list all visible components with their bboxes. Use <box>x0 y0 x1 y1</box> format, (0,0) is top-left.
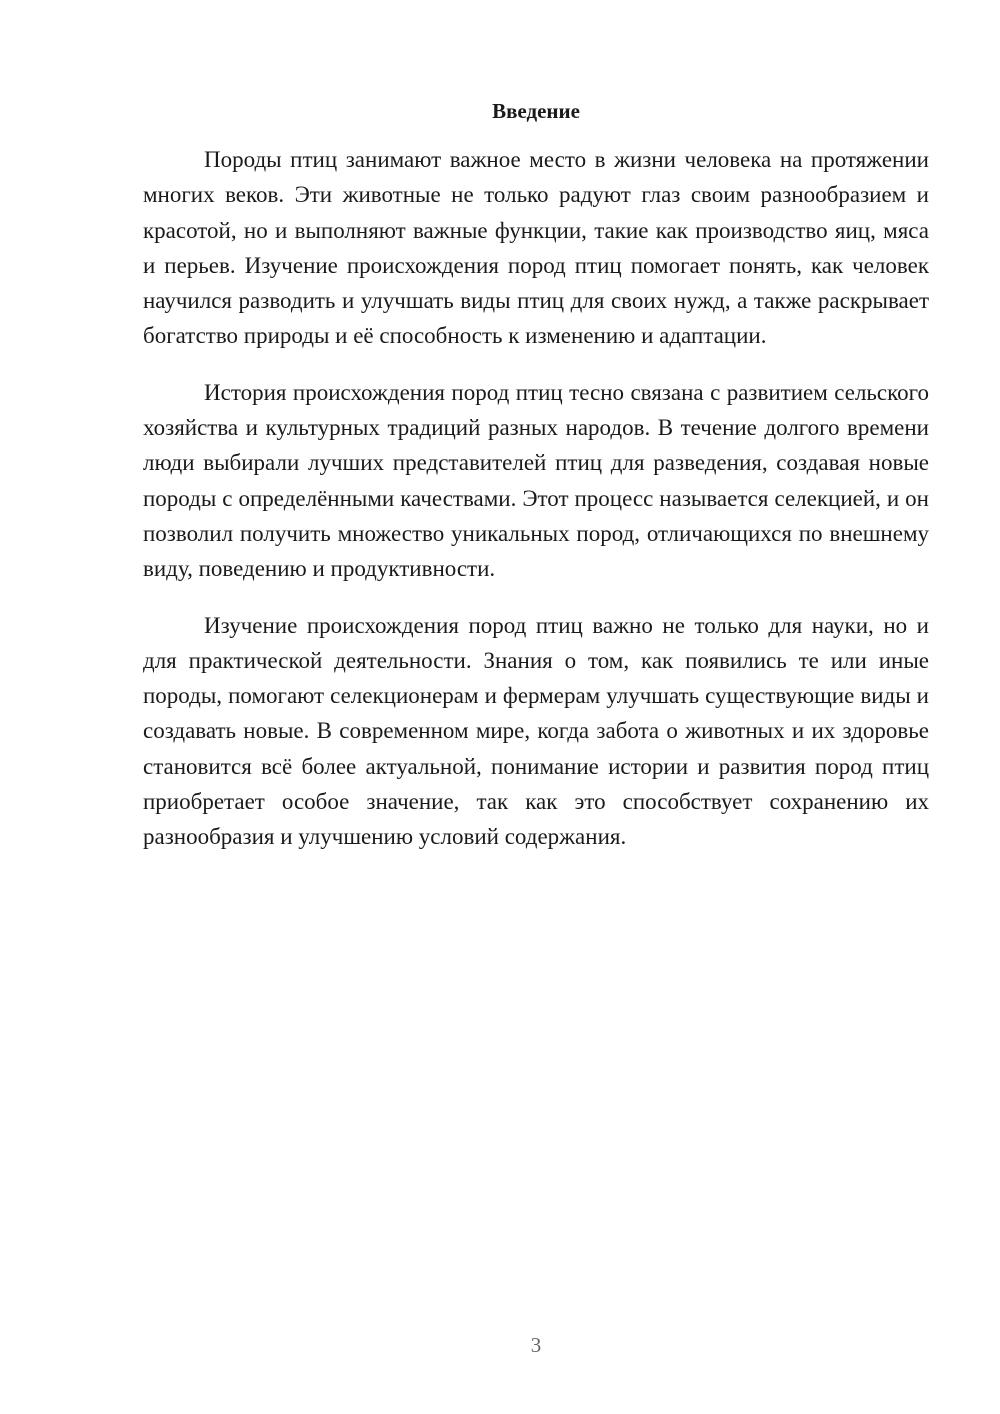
paragraph-2: История происхождения пород птиц тесно связана с развитием сельского хозяйства и культурных традиций разных народов. В течение долгого времени люди выбирали лучших представителей птиц для разведения, создавая новые породы с определёнными качествами. Этот процесс называется селекцией, и он позволил получить множество уникальных пород, отличающихся по внешнему виду, поведению и продуктивности. <box>143 379 929 582</box>
paragraph-1: Породы птиц занимают важное место в жизни человека на протяжении многих веков. Эти животные не только радуют глаз своим разнообразием и красотой, но и выполняют важные функции, такие как производство яиц, мяса и перьев. Изучение происхождения пород птиц помогает понять, как человек научился разводить и улучшать виды птиц для своих нужд, а также раскрывает богатство природы и её способность к изменению и адаптации. <box>143 147 929 349</box>
body-text <box>143 142 929 876</box>
paragraph-3: Изучение происхождения пород птиц важно не только для науки, но и для практической деятельности. Знания о том, как появились те или иные породы, помогают селекционерам и фермерам улучшать существующие виды и создавать новые. В современном мире, когда забота о животных и их здоровье становится всё более актуальной, понимание истории и развития пород птиц приобретает особое значение, так как это способствует сохранению их разнообразия и улучшению условий содержания. <box>143 612 929 850</box>
section-title: Введение <box>492 99 580 123</box>
page-number: 3 <box>530 1333 542 1357</box>
